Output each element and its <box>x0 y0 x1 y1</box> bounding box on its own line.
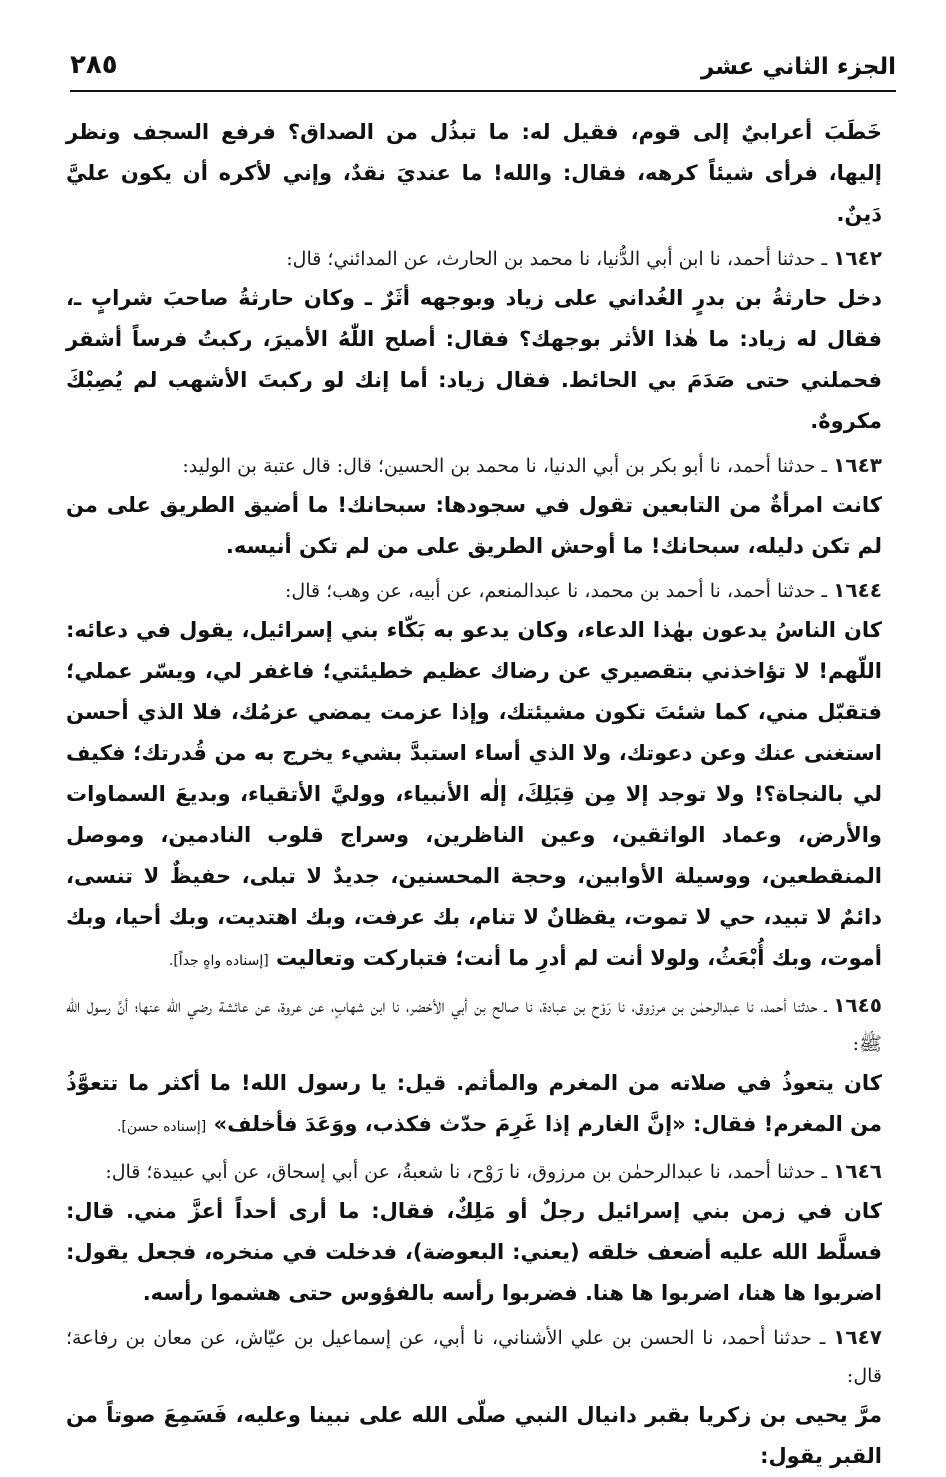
narration-text: كان يتعوذُ في صلاته من المغرم والمأثم. قيل: يا رسول الله! ما أكثر ما تتعوَّذُ من المغرم! فقال: «إنَّ الغارم إذا غَرِمَ حدّث فكذب، ووَعَدَ فأخلف» [إسناده حسن]. <box>66 1071 882 1136</box>
narration-text: كانت امرأةٌ من التابعين تقول في سجودها: سبحانك! ما أضيق الطريق على من لم تكن دليله، سبحانك! ما أوحش الطريق على من لم تكن أنيسه. <box>66 493 882 558</box>
hadith-number: ١٦٤٤ <box>833 578 882 602</box>
chain-of-narration: ١٦٤٦ ـ حدثنا أحمد، نا عبدالرحمٰن بن مرزوق، نا رَوْح، نا شعبةُ، عن أبي إسحاق، عن أبي عبيدة؛ قال: <box>105 1159 882 1183</box>
page-body <box>66 112 896 1477</box>
chain-of-narration: ١٦٤٧ ـ حدثنا أحمد، نا الحسن بن علي الأشناني، نا أبي، عن إسماعيل بن عيّاش، عن معان بن رفاعة؛ قال: <box>66 1325 883 1387</box>
narration-text: خَطَبَ أعرابيٌ إلى قوم، فقيل له: ما تبذُل من الصداق؟ فرفع السجف ونظر إليها، فرأى شيئاً كرهه، فقال: والله! ما عنديَ نقدٌ، وإني لأكره أن يكون عليَّ دَينٌ. <box>66 120 882 226</box>
chain-of-narration: ١٦٤٤ ـ حدثنا أحمد، نا أحمد بن محمد، نا عبدالمنعم، عن أبيه، عن وهب؛ قال: <box>285 578 882 602</box>
hadith-number: ١٦٤٥ <box>833 993 883 1017</box>
narration-text: دخل حارثةُ بن بدرٍ الغُداني على زياد وبوجهه أثَرٌ ـ وكان حارثةُ صاحبَ شرابٍ ـ، فقال له زياد: ما هٰذا الأثر بوجهك؟ فقال: أصلح اللّٰهُ الأميرَ، ركبتُ فرساً أشقر فحملني حتى صَدَمَ بي الحائط. فقال زياد: أما إنك لو ركبتَ الأشهب لم يُصِبْكَ مكروهٌ. <box>66 286 882 433</box>
hadith-number: ١٦٤٢ <box>833 246 882 270</box>
page-number: ٢٨٥ <box>70 50 118 80</box>
grading-note: [إسناده حسن]. <box>116 1119 207 1135</box>
hadith-number: ١٦٤٧ <box>833 1325 883 1349</box>
narration-text: كان في زمن بني إسرائيل رجلٌ أو مَلِكٌ، فقال: ما أرى أحداً أعزَّ مني. قال: فسلَّط الله عليه أضعف خلقه (يعني: البعوضة)، فدخلت في منخره، فجعل يقول: اضربوا ها هنا، اضربوا ها هنا. فضربوا رأسه بالفؤوس حتى هشموا رأسه. <box>66 1199 882 1305</box>
running-title: الجزء الثاني عشر <box>700 54 896 80</box>
page-header <box>70 44 896 92</box>
chain-of-narration: ١٦٤٣ ـ حدثنا أحمد، نا أبو بكر بن أبي الدنيا، نا محمد بن الحسين؛ قال: قال عتبة بن الوليد: <box>182 453 882 477</box>
chain-of-narration: ١٦٤٥ ـ حدثنا أحمد، نا عبدالرحمٰن بن مرزوق، نا رَوْح بن عبادة، نا صالح بن أبي الأخضر، نا ابن شهابٍ، عن عروة، عن عائشة رضي الله عنها؛ أنَّ رسول الله ﷺ: <box>66 993 883 1055</box>
narration-text: كان الناسُ يدعون بهٰذا الدعاء، وكان يدعو به بَكّاء بني إسرائيل، يقول في دعائه: اللّهم! لا تؤاخذني بتقصيري عن رضاك عظيم خطيئتي؛ فاغفر لي، ويسّر عملي؛ فتقبّل مني، كما شئتَ تكون مشيئتك، وإذا عزمت يمضي عزمُك، فلا الذي أحسن استغنى عنك وعن دعوتك، ولا الذي أساء استبدَّ بشيء يخرج به من قُدرتك؛ فكيف لي بالنجاة؟! ولا توجد إلا مِن قِبَلِكَ، إلٰه الأنبياء، ووليَّ الأتقياء، وبديعَ السماوات والأرض، وعماد الواثقين، وعين الناظرين، وسراج قلوب النادمين، وموصل المنقطعين، ووسيلة الأوابين، وحجة المحسنين، جديدٌ لا تبلى، حفيظٌ لا تنسى، دائمٌ لا تبيد، حي لا تموت، يقظانٌ لا تنام، بك عرفت، وبك اهتديت، وبك أحيا، وبك أموت، وبك أُبْعَثُ، ولولا أنت لم أدرِ ما أنت؛ فتباركت وتعاليت [إسناده واهٍ جداً]. <box>66 618 882 970</box>
hadith-number: ١٦٤٦ <box>833 1159 882 1183</box>
narration-text: مرَّ يحيى بن زكريا بقبر دانيال النبي صلّى الله على نبينا وعليه، فَسَمِعَ صوتاً من القبر يقول: <box>66 1403 882 1468</box>
hadith-number: ١٦٤٣ <box>833 453 882 477</box>
chain-of-narration: ١٦٤٢ ـ حدثنا أحمد، نا ابن أبي الدُّنيا، نا محمد بن الحارث، عن المدائني؛ قال: <box>286 246 882 270</box>
grading-note: [إسناده واهٍ جداً]. <box>168 953 269 969</box>
